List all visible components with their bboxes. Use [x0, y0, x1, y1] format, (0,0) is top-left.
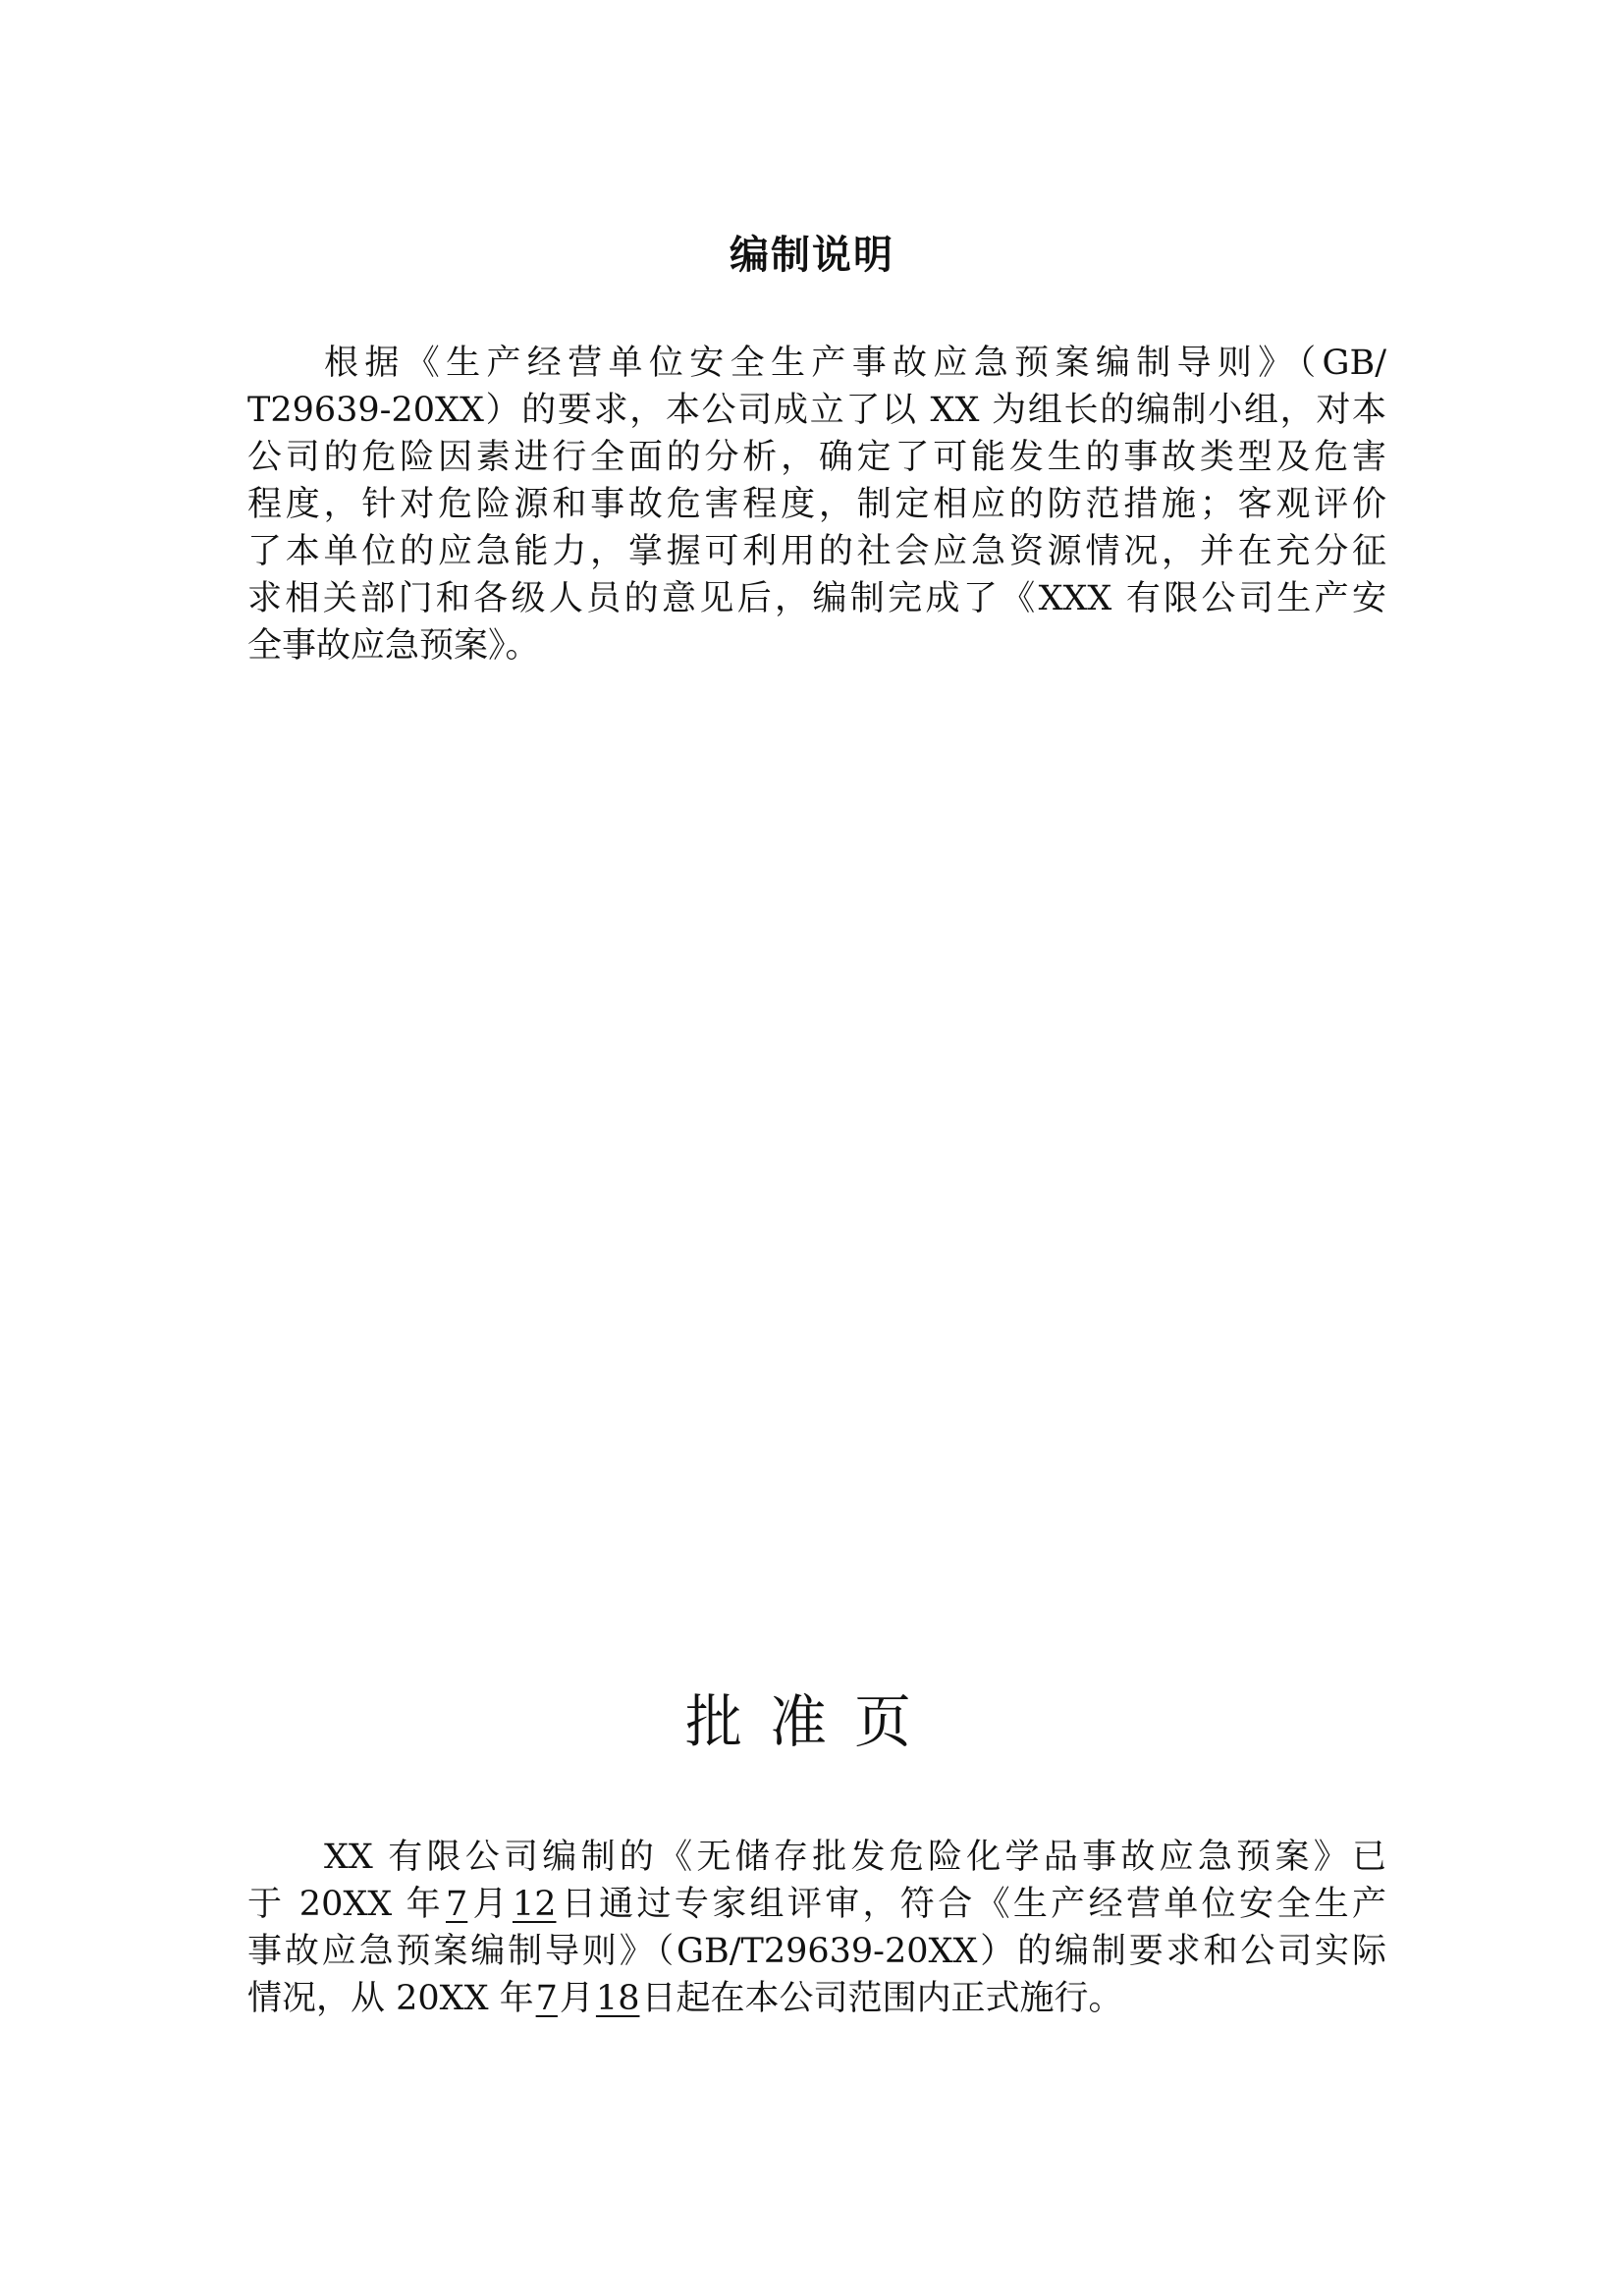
explanation-line: 根据《生产经营单位安全生产事故应急预案编制导则》（GB/ [324, 344, 1386, 383]
approval-title: 批准页 [684, 1688, 939, 1755]
review-day: 12 [512, 1885, 557, 1924]
approval-text: 情况，从 20XX 年 [247, 1979, 534, 2018]
approval-paragraph [247, 1834, 1386, 2022]
approval-text: 月 [469, 1885, 511, 1924]
approval-text: 日起在本公司范围内正式施行。 [641, 1979, 1123, 2018]
explanation-line: 求相关部门和各级人员的意见后，编制完成了《XXX 有限公司生产安 [247, 579, 1386, 618]
approval-text: 月 [559, 1979, 594, 2018]
approval-line-1: XX 有限公司编制的《无储存批发危险化学品事故应急预案》已 [324, 1838, 1386, 1877]
approval-line-3: 事故应急预案编制导则》（GB/T29639-20XX）的编制要求和公司实际 [247, 1932, 1386, 1971]
explanation-paragraph [247, 340, 1386, 669]
explanation-line: 了本单位的应急能力，掌握可利用的社会应急资源情况，并在充分征 [247, 532, 1386, 571]
effective-month: 7 [535, 1979, 558, 2018]
explanation-line: 程度，针对危险源和事故危害程度，制定相应的防范措施；客观评价 [247, 485, 1386, 524]
explanation-title: 编制说明 [730, 233, 894, 278]
approval-text: 于 20XX 年 [247, 1885, 444, 1924]
approval-line-4 [247, 1975, 1386, 2022]
explanation-line: 公司的危险因素进行全面的分析，确定了可能发生的事故类型及危害 [247, 438, 1386, 477]
approval-text: 日通过专家组评审，符合《生产经营单位安全生产 [558, 1885, 1386, 1924]
explanation-line: T29639-20XX）的要求，本公司成立了以 XX 为组长的编制小组，对本 [247, 391, 1386, 430]
effective-day: 18 [595, 1979, 640, 2018]
approval-line-2 [247, 1881, 1386, 1928]
explanation-line: 全事故应急预案》。 [247, 626, 540, 666]
review-month: 7 [445, 1885, 468, 1924]
